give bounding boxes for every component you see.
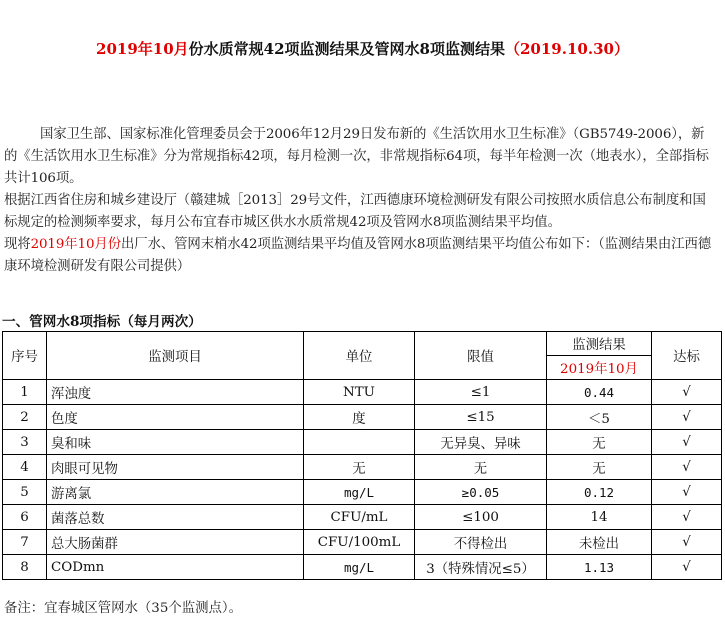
cell-result: 1.13 xyxy=(547,555,652,580)
cell-no: 6 xyxy=(3,505,47,530)
cell-pass: √ xyxy=(652,480,722,505)
intro-p3-month: 2019年10月份 xyxy=(30,237,121,252)
cell-no: 3 xyxy=(3,430,47,455)
title-month: 2019年10月 xyxy=(96,40,189,58)
intro-text xyxy=(4,124,716,278)
results-table xyxy=(2,331,722,580)
cell-no: 2 xyxy=(3,405,47,430)
footnote: 备注：宜春城区管网水（35个监测点）。 xyxy=(4,601,242,616)
intro-p3-suffix: 出厂水、管网末梢水42项监测结果平均值及管网水8项监测结果平均值公布如下：（监测结果由江西德康环境检测研发有限公司提供） xyxy=(4,237,712,274)
section-title: 一、管网水8项指标（每月两次） xyxy=(2,314,202,330)
cell-result: 14 xyxy=(547,505,652,530)
table-row xyxy=(3,405,722,430)
cell-item: CODmn xyxy=(47,555,304,580)
header-item: 监测项目 xyxy=(47,332,304,380)
title-date: （2019.10.30） xyxy=(505,40,629,58)
cell-unit: 度 xyxy=(304,405,415,430)
header-no: 序号 xyxy=(3,332,47,380)
cell-result: ＜5 xyxy=(547,405,652,430)
intro-paragraph-1: 国家卫生部、国家标准化管理委员会于2006年12月29日发布新的《生活饮用水卫生标准》（GB5749-2006），新的《生活饮用水卫生标准》分为常规指标42项，每月检测一次，非常规指标64项，每半年检测一次（地表水），全部指标共计106项。 xyxy=(4,127,709,186)
cell-pass: √ xyxy=(652,405,722,430)
header-unit: 单位 xyxy=(304,332,415,380)
cell-item: 色度 xyxy=(47,405,304,430)
intro-paragraph-3 xyxy=(4,234,716,278)
cell-item: 总大肠菌群 xyxy=(47,530,304,555)
cell-limit: 无 xyxy=(415,455,547,480)
table-row xyxy=(3,430,722,455)
table-row xyxy=(3,455,722,480)
cell-no: 5 xyxy=(3,480,47,505)
cell-no: 8 xyxy=(3,555,47,580)
cell-limit: 不得检出 xyxy=(415,530,547,555)
table-header-row xyxy=(3,332,722,356)
table-row xyxy=(3,380,722,405)
cell-result: 0.44 xyxy=(547,380,652,405)
cell-limit: 3（特殊情况≤5） xyxy=(415,555,547,580)
header-pass: 达标 xyxy=(652,332,722,380)
cell-unit: mg/L xyxy=(304,555,415,580)
cell-limit: ≥0.05 xyxy=(415,480,547,505)
cell-pass: √ xyxy=(652,455,722,480)
cell-no: 1 xyxy=(3,380,47,405)
cell-unit: CFU/100mL xyxy=(304,530,415,555)
cell-unit: CFU/mL xyxy=(304,505,415,530)
cell-item: 游离氯 xyxy=(47,480,304,505)
cell-result: 无 xyxy=(547,455,652,480)
cell-pass: √ xyxy=(652,555,722,580)
table-row xyxy=(3,555,722,580)
cell-unit xyxy=(304,430,415,455)
cell-item: 浑浊度 xyxy=(47,380,304,405)
cell-limit: ≤1 xyxy=(415,380,547,405)
table-row xyxy=(3,505,722,530)
cell-no: 7 xyxy=(3,530,47,555)
cell-pass: √ xyxy=(652,430,722,455)
cell-no: 4 xyxy=(3,455,47,480)
cell-result: 0.12 xyxy=(547,480,652,505)
cell-item: 菌落总数 xyxy=(47,505,304,530)
header-result: 监测结果 xyxy=(547,332,652,356)
intro-p3-prefix: 现将 xyxy=(4,237,31,252)
cell-pass: √ xyxy=(652,380,722,405)
intro-paragraph-2: 根据江西省住房和城乡建设厅（赣建城［2013］29号文件，江西德康环境检测研发有限公司按照水质信息公布制度和国标规定的检测频率要求，每月公布宜春市城区供水水质常规42项及管网水8项监测结果平均值。 xyxy=(4,193,706,230)
cell-unit: 无 xyxy=(304,455,415,480)
cell-pass: √ xyxy=(652,530,722,555)
cell-item: 臭和味 xyxy=(47,430,304,455)
cell-unit: NTU xyxy=(304,380,415,405)
table-row xyxy=(3,480,722,505)
header-result-period: 2019年10月 xyxy=(547,356,652,380)
table-row xyxy=(3,530,722,555)
cell-unit: mg/L xyxy=(304,480,415,505)
cell-item: 肉眼可见物 xyxy=(47,455,304,480)
header-limit: 限值 xyxy=(415,332,547,380)
cell-limit: ≤100 xyxy=(415,505,547,530)
cell-pass: √ xyxy=(652,505,722,530)
cell-limit: 无异臭、异味 xyxy=(415,430,547,455)
cell-result: 无 xyxy=(547,430,652,455)
cell-result: 未检出 xyxy=(547,530,652,555)
cell-limit: ≤15 xyxy=(415,405,547,430)
page-title xyxy=(0,38,725,59)
title-main: 份水质常规42项监测结果及管网水8项监测结果 xyxy=(188,40,505,58)
